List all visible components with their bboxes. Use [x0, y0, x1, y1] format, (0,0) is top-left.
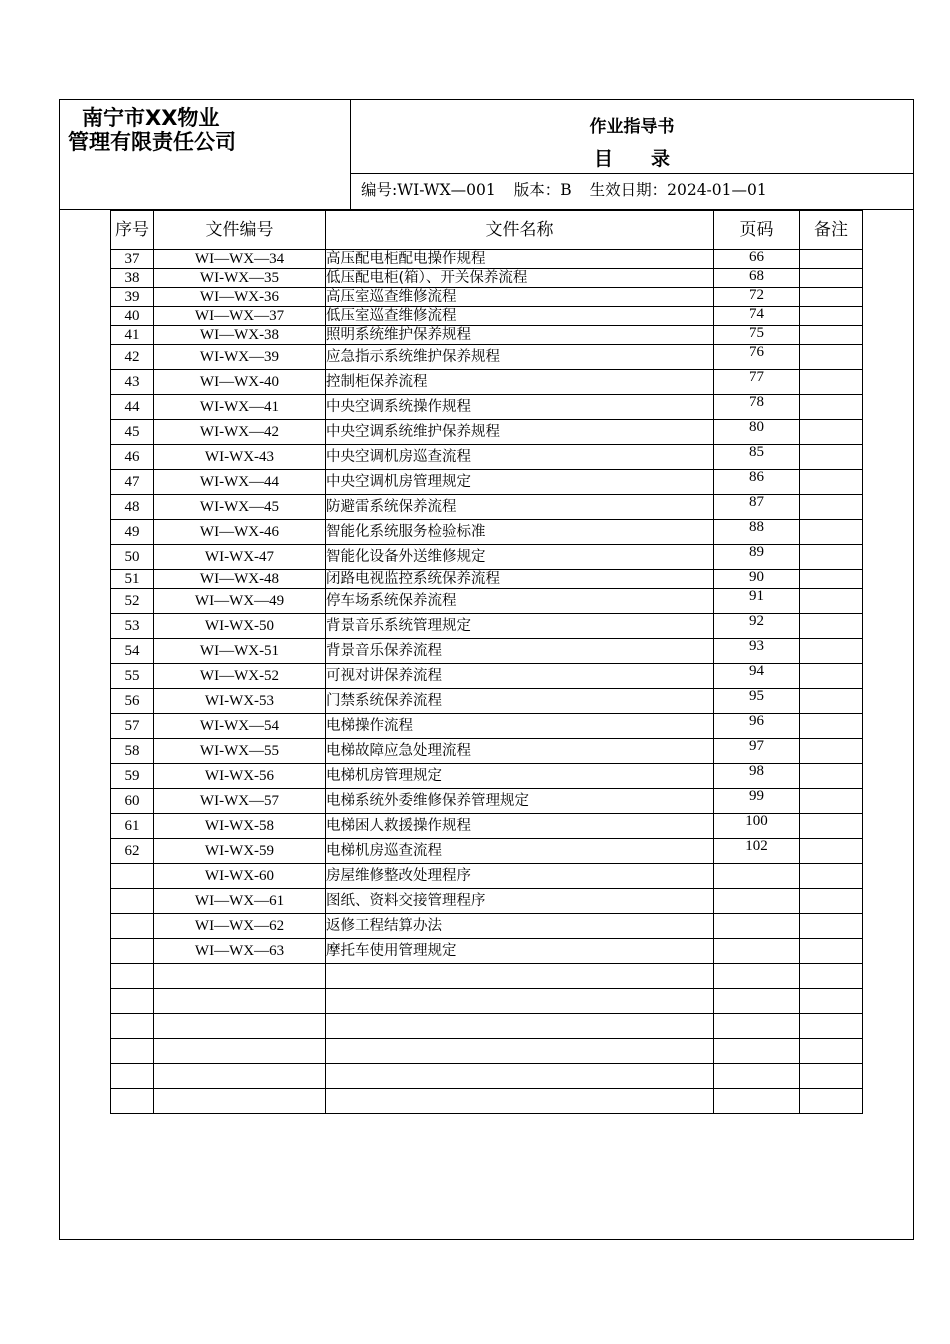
row-remark — [800, 714, 863, 739]
row-remark — [800, 269, 863, 288]
row-file-code: WI-WX—42 — [154, 420, 326, 445]
toc-table — [110, 210, 863, 1114]
row-page: 80 — [714, 420, 800, 445]
table-row — [111, 614, 863, 639]
row-seq: 60 — [111, 789, 154, 814]
row-seq: 44 — [111, 395, 154, 420]
row-remark — [800, 370, 863, 395]
table-row — [111, 764, 863, 789]
row-file-code: WI—WX—49 — [154, 589, 326, 614]
table-row — [111, 814, 863, 839]
table-row — [111, 307, 863, 326]
row-file-code: WI-WX-53 — [154, 689, 326, 714]
row-remark — [800, 839, 863, 864]
row-page: 75 — [714, 326, 800, 345]
table-row — [111, 964, 863, 989]
row-page — [714, 1064, 800, 1089]
row-file-code — [154, 964, 326, 989]
row-remark — [800, 495, 863, 520]
row-file-name: 低压室巡查维修流程 — [326, 307, 714, 326]
table-row — [111, 269, 863, 288]
row-page — [714, 1014, 800, 1039]
row-seq: 45 — [111, 420, 154, 445]
toc-body — [111, 250, 863, 1114]
row-file-name — [326, 1039, 714, 1064]
row-remark — [800, 789, 863, 814]
table-row — [111, 989, 863, 1014]
table-row — [111, 839, 863, 864]
row-file-code: WI-WX-60 — [154, 864, 326, 889]
row-page: 92 — [714, 614, 800, 639]
table-row — [111, 939, 863, 964]
document-type: 作业指导书 — [589, 117, 675, 137]
row-remark — [800, 989, 863, 1014]
table-row — [111, 789, 863, 814]
row-file-name: 防避雷系统保养流程 — [326, 495, 714, 520]
table-row — [111, 470, 863, 495]
table-row — [111, 545, 863, 570]
row-file-code: WI-WX-56 — [154, 764, 326, 789]
row-file-code: WI-WX—39 — [154, 345, 326, 370]
table-row — [111, 495, 863, 520]
row-remark — [800, 864, 863, 889]
row-seq: 53 — [111, 614, 154, 639]
table-row — [111, 1089, 863, 1114]
effective-date: 生效日期：2024-01—01 — [589, 181, 767, 199]
row-file-name: 高压室巡查维修流程 — [326, 288, 714, 307]
row-file-code: WI-WX—55 — [154, 739, 326, 764]
row-file-code: WI-WX—44 — [154, 470, 326, 495]
row-file-code: WI-WX—45 — [154, 495, 326, 520]
row-file-code — [154, 1039, 326, 1064]
row-remark — [800, 326, 863, 345]
table-row — [111, 739, 863, 764]
row-seq — [111, 914, 154, 939]
row-file-code: WI-WX-50 — [154, 614, 326, 639]
company-cell — [60, 100, 351, 210]
row-page: 78 — [714, 395, 800, 420]
row-file-code — [154, 1014, 326, 1039]
row-remark — [800, 739, 863, 764]
row-file-name: 电梯故障应急处理流程 — [326, 739, 714, 764]
document-number: 编号:WI-WX—001 — [361, 181, 496, 199]
row-file-code: WI—WX-38 — [154, 326, 326, 345]
header-file-no: 文件编号 — [154, 211, 326, 250]
row-file-code: WI-WX-47 — [154, 545, 326, 570]
row-file-code: WI—WX-36 — [154, 288, 326, 307]
row-file-name: 背景音乐系统管理规定 — [326, 614, 714, 639]
row-file-name: 控制柜保养流程 — [326, 370, 714, 395]
row-seq: 56 — [111, 689, 154, 714]
table-row — [111, 889, 863, 914]
row-file-name: 电梯困人救援操作规程 — [326, 814, 714, 839]
row-file-name: 电梯系统外委维修保养管理规定 — [326, 789, 714, 814]
row-remark — [800, 520, 863, 545]
row-file-code: WI-WX-59 — [154, 839, 326, 864]
row-seq — [111, 964, 154, 989]
row-seq: 40 — [111, 307, 154, 326]
table-row — [111, 639, 863, 664]
row-page — [714, 989, 800, 1014]
row-file-name: 应急指示系统维护保养规程 — [326, 345, 714, 370]
table-row — [111, 1064, 863, 1089]
row-remark — [800, 1014, 863, 1039]
row-file-name: 闭路电视监控系统保养流程 — [326, 570, 714, 589]
row-file-name: 中央空调机房管理规定 — [326, 470, 714, 495]
table-row — [111, 250, 863, 269]
row-file-name: 照明系统维护保养规程 — [326, 326, 714, 345]
table-row — [111, 1014, 863, 1039]
row-seq: 47 — [111, 470, 154, 495]
row-remark — [800, 664, 863, 689]
row-page: 72 — [714, 288, 800, 307]
row-remark — [800, 395, 863, 420]
row-file-name: 背景音乐保养流程 — [326, 639, 714, 664]
row-file-code: WI—WX-40 — [154, 370, 326, 395]
row-remark — [800, 964, 863, 989]
row-seq: 41 — [111, 326, 154, 345]
row-seq: 59 — [111, 764, 154, 789]
row-remark — [800, 939, 863, 964]
row-page: 93 — [714, 639, 800, 664]
row-remark — [800, 614, 863, 639]
row-remark — [800, 288, 863, 307]
row-page — [714, 1089, 800, 1114]
row-file-name: 返修工程结算办法 — [326, 914, 714, 939]
row-file-name — [326, 989, 714, 1014]
row-page — [714, 889, 800, 914]
row-page: 98 — [714, 764, 800, 789]
header-file-name: 文件名称 — [326, 211, 714, 250]
row-seq: 39 — [111, 288, 154, 307]
row-seq: 61 — [111, 814, 154, 839]
row-page: 94 — [714, 664, 800, 689]
row-page: 97 — [714, 739, 800, 764]
row-seq: 43 — [111, 370, 154, 395]
table-row — [111, 288, 863, 307]
row-remark — [800, 345, 863, 370]
table-row — [111, 914, 863, 939]
row-seq: 46 — [111, 445, 154, 470]
table-row — [111, 664, 863, 689]
row-page — [714, 939, 800, 964]
row-seq: 37 — [111, 250, 154, 269]
row-file-name — [326, 964, 714, 989]
row-page: 86 — [714, 470, 800, 495]
row-remark — [800, 545, 863, 570]
row-page — [714, 914, 800, 939]
row-remark — [800, 889, 863, 914]
row-remark — [800, 1064, 863, 1089]
row-file-name: 门禁系统保养流程 — [326, 689, 714, 714]
row-page: 66 — [714, 250, 800, 269]
row-page: 99 — [714, 789, 800, 814]
row-seq: 42 — [111, 345, 154, 370]
row-remark — [800, 250, 863, 269]
row-seq: 48 — [111, 495, 154, 520]
row-file-code: WI—WX—62 — [154, 914, 326, 939]
row-remark — [800, 1039, 863, 1064]
row-seq: 62 — [111, 839, 154, 864]
row-seq — [111, 989, 154, 1014]
row-file-name: 中央空调机房巡查流程 — [326, 445, 714, 470]
row-file-name — [326, 1064, 714, 1089]
row-page: 85 — [714, 445, 800, 470]
company-name-line1: 南宁市XX物业 — [82, 106, 220, 130]
row-seq: 54 — [111, 639, 154, 664]
table-row — [111, 420, 863, 445]
row-file-name: 房屋维修整改处理程序 — [326, 864, 714, 889]
row-page: 100 — [714, 814, 800, 839]
row-page — [714, 864, 800, 889]
row-file-code: WI—WX-52 — [154, 664, 326, 689]
row-seq: 49 — [111, 520, 154, 545]
table-row — [111, 570, 863, 589]
row-file-code: WI-WX—57 — [154, 789, 326, 814]
row-remark — [800, 445, 863, 470]
row-remark — [800, 1089, 863, 1114]
toc-header-row — [111, 211, 863, 250]
row-file-name: 中央空调系统操作规程 — [326, 395, 714, 420]
meta-divider — [351, 173, 913, 174]
table-row — [111, 445, 863, 470]
row-seq: 52 — [111, 589, 154, 614]
row-remark — [800, 470, 863, 495]
row-file-name: 电梯机房巡查流程 — [326, 839, 714, 864]
row-file-name: 智能化设备外送维修规定 — [326, 545, 714, 570]
row-file-name — [326, 1089, 714, 1114]
row-page: 95 — [714, 689, 800, 714]
row-page: 76 — [714, 345, 800, 370]
table-row — [111, 589, 863, 614]
row-remark — [800, 307, 863, 326]
row-page — [714, 1039, 800, 1064]
row-page: 77 — [714, 370, 800, 395]
row-file-code: WI—WX—37 — [154, 307, 326, 326]
document-meta — [361, 178, 785, 200]
row-file-code — [154, 1064, 326, 1089]
row-file-code: WI-WX-58 — [154, 814, 326, 839]
document-title: 目 录 — [593, 148, 670, 170]
row-seq — [111, 1089, 154, 1114]
row-file-code: WI—WX-48 — [154, 570, 326, 589]
row-page — [714, 964, 800, 989]
row-file-code: WI-WX—41 — [154, 395, 326, 420]
row-remark — [800, 420, 863, 445]
row-remark — [800, 589, 863, 614]
table-row — [111, 689, 863, 714]
row-page: 102 — [714, 839, 800, 864]
row-file-name: 摩托车使用管理规定 — [326, 939, 714, 964]
row-seq: 57 — [111, 714, 154, 739]
table-row — [111, 345, 863, 370]
row-file-code — [154, 1089, 326, 1114]
header-remark: 备注 — [800, 211, 863, 250]
document-version: 版本：B — [513, 181, 572, 199]
row-seq — [111, 939, 154, 964]
row-file-name: 智能化系统服务检验标准 — [326, 520, 714, 545]
row-file-name: 高压配电柜配电操作规程 — [326, 250, 714, 269]
row-file-name: 低压配电柜(箱）、开关保养流程 — [326, 269, 714, 288]
row-page: 90 — [714, 570, 800, 589]
table-row — [111, 1039, 863, 1064]
row-seq — [111, 1014, 154, 1039]
row-page: 74 — [714, 307, 800, 326]
table-row — [111, 520, 863, 545]
row-seq — [111, 1039, 154, 1064]
row-file-name: 图纸、资料交接管理程序 — [326, 889, 714, 914]
row-remark — [800, 914, 863, 939]
row-remark — [800, 814, 863, 839]
row-remark — [800, 764, 863, 789]
table-row — [111, 714, 863, 739]
row-seq: 58 — [111, 739, 154, 764]
row-page: 96 — [714, 714, 800, 739]
row-page: 68 — [714, 269, 800, 288]
row-file-name — [326, 1014, 714, 1039]
row-remark — [800, 639, 863, 664]
table-row — [111, 370, 863, 395]
row-remark — [800, 689, 863, 714]
row-file-code: WI—WX—61 — [154, 889, 326, 914]
row-file-code: WI-WX-43 — [154, 445, 326, 470]
row-seq: 55 — [111, 664, 154, 689]
header-page: 页码 — [714, 211, 800, 250]
document-info-cell — [351, 100, 913, 210]
row-seq: 50 — [111, 545, 154, 570]
table-row — [111, 864, 863, 889]
row-file-code: WI—WX—63 — [154, 939, 326, 964]
row-file-name: 中央空调系统维护保养规程 — [326, 420, 714, 445]
row-page: 89 — [714, 545, 800, 570]
table-row — [111, 395, 863, 420]
row-seq — [111, 889, 154, 914]
row-file-code — [154, 989, 326, 1014]
row-file-name: 可视对讲保养流程 — [326, 664, 714, 689]
row-file-code: WI—WX-46 — [154, 520, 326, 545]
row-file-name: 停车场系统保养流程 — [326, 589, 714, 614]
row-file-code: WI—WX—34 — [154, 250, 326, 269]
row-remark — [800, 570, 863, 589]
row-page: 87 — [714, 495, 800, 520]
row-page: 91 — [714, 589, 800, 614]
row-file-name: 电梯操作流程 — [326, 714, 714, 739]
row-file-name: 电梯机房管理规定 — [326, 764, 714, 789]
table-row — [111, 326, 863, 345]
row-file-code: WI-WX—35 — [154, 269, 326, 288]
company-name-line2: 管理有限责任公司 — [68, 130, 236, 154]
row-file-code: WI—WX-51 — [154, 639, 326, 664]
row-seq: 51 — [111, 570, 154, 589]
header-seq: 序号 — [111, 211, 154, 250]
row-seq — [111, 1064, 154, 1089]
row-seq — [111, 864, 154, 889]
row-seq: 38 — [111, 269, 154, 288]
row-page: 88 — [714, 520, 800, 545]
row-file-code: WI-WX—54 — [154, 714, 326, 739]
